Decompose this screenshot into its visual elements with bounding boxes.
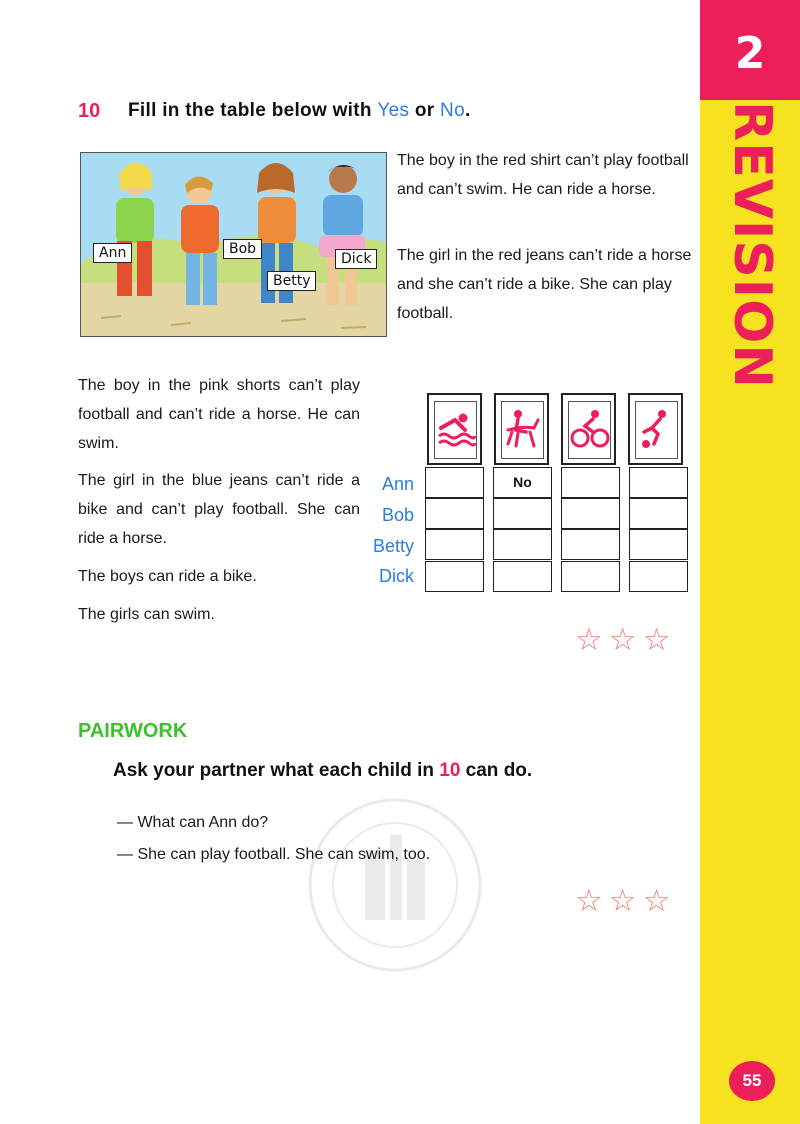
- rating-stars-exercise: ☆☆☆: [575, 622, 677, 657]
- children-illustration: [80, 152, 387, 337]
- answer-cell[interactable]: [561, 498, 620, 529]
- answer-cell[interactable]: [561, 467, 620, 498]
- answer-cell[interactable]: [425, 529, 484, 560]
- clue-blue-jeans: The girl in the blue jeans can’t ride a bike and can’t play football. She can ride a horse.: [78, 472, 360, 547]
- exercise-reference: 10: [439, 760, 461, 781]
- cycling-icon: [569, 402, 610, 458]
- football-icon: [636, 402, 677, 458]
- clue-pink-shorts: The boy in the pink shorts can’t play football and can’t ride a horse. He can swim.: [78, 377, 360, 452]
- row-label-ann: Ann: [381, 474, 414, 494]
- exercise-number: 10: [78, 100, 101, 122]
- clue-boys: The boys can ride a bike.: [78, 568, 257, 585]
- answer-cell[interactable]: [629, 529, 688, 560]
- answer-cell[interactable]: [629, 498, 688, 529]
- section-label: REVISION: [722, 101, 782, 389]
- dialogue-answer: — She can play football. She can swim, too.: [117, 846, 431, 863]
- clue-red-shirt: The boy in the red shirt can’t play football and can’t swim. He can ride a horse.: [397, 152, 689, 198]
- column-horse-riding: [494, 393, 549, 465]
- column-swimming: [427, 393, 482, 465]
- answer-cell[interactable]: [425, 561, 484, 592]
- label-bob: Bob: [223, 239, 262, 259]
- answer-cell[interactable]: [493, 498, 552, 529]
- clue-red-jeans: The girl in the red jeans can’t ride a horse and she can’t ride a bike. She can play football.: [397, 247, 692, 322]
- answer-cell[interactable]: [493, 561, 552, 592]
- horse-riding-icon: [502, 402, 543, 458]
- publisher-seal: [305, 790, 485, 980]
- row-label-betty: Betty: [372, 536, 414, 556]
- word-no: No: [440, 100, 465, 121]
- word-yes: Yes: [377, 100, 410, 121]
- column-cycling: [561, 393, 616, 465]
- pairwork-instruction: Ask your partner what each child in 10 can do.: [113, 760, 533, 781]
- rating-stars-pairwork: ☆☆☆: [575, 883, 677, 918]
- row-label-bob: Bob: [381, 505, 414, 525]
- answer-cell[interactable]: [493, 529, 552, 560]
- answer-cell[interactable]: No: [493, 467, 552, 498]
- column-football: [628, 393, 683, 465]
- answer-cell[interactable]: [425, 498, 484, 529]
- swimming-icon: [435, 402, 476, 458]
- answer-cell[interactable]: [561, 529, 620, 560]
- answer-cell[interactable]: [629, 561, 688, 592]
- label-betty: Betty: [267, 271, 316, 291]
- label-ann: Ann: [93, 243, 132, 263]
- answer-cell[interactable]: [561, 561, 620, 592]
- unit-number: 2: [734, 28, 766, 79]
- label-dick: Dick: [335, 249, 377, 269]
- publisher-watermark: [305, 790, 485, 980]
- pairwork-heading: PAIRWORK: [78, 720, 188, 742]
- row-label-dick: Dick: [379, 566, 414, 586]
- answer-cell[interactable]: [425, 467, 484, 498]
- answer-cell[interactable]: [629, 467, 688, 498]
- clue-girls: The girls can swim.: [78, 606, 215, 623]
- page-number: 55: [729, 1061, 775, 1101]
- dialogue-question: — What can Ann do?: [117, 814, 269, 831]
- exercise-instruction: Fill in the table below with Yes or No.: [128, 100, 471, 121]
